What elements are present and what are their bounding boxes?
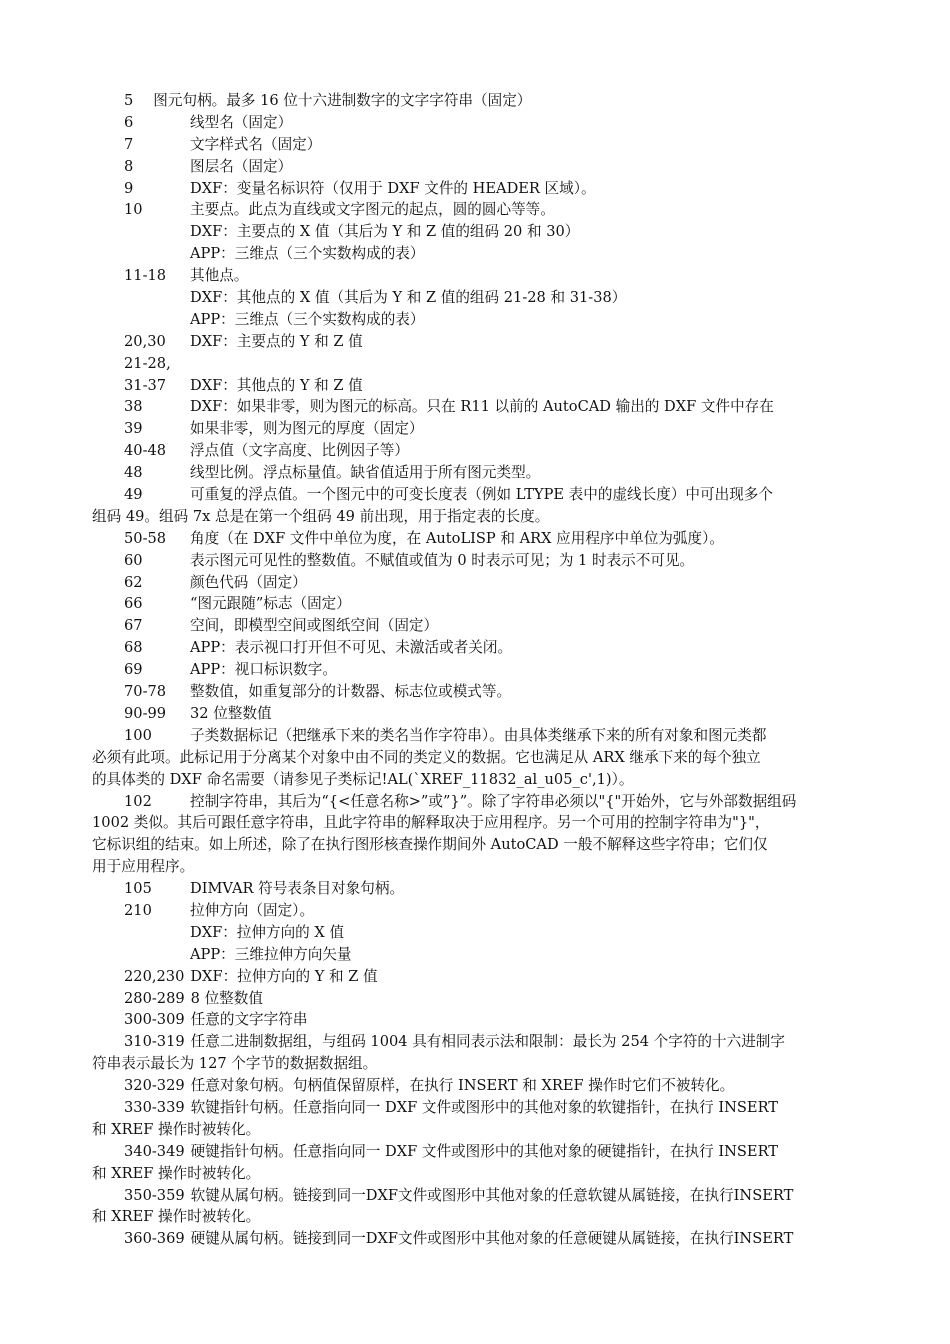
group-code: 50-58 bbox=[124, 529, 167, 547]
entry-line bbox=[92, 199, 862, 221]
entry-wrapped-line: 和 XREF 操作时被转化。 bbox=[92, 1208, 261, 1226]
entry-line bbox=[92, 1097, 862, 1119]
entry-line bbox=[92, 878, 862, 900]
group-code: 6 bbox=[124, 113, 134, 131]
group-code-entry bbox=[92, 791, 862, 879]
group-code-description: 子类数据标记（把继承下来的类名当作字符串）。由具体类继承下来的所有对象和图元类都 bbox=[190, 726, 767, 744]
group-code-description: DXF：主要点的 Y 和 Z 值 bbox=[190, 332, 363, 350]
entry-line bbox=[92, 637, 862, 659]
group-code-entry bbox=[92, 156, 862, 178]
group-code: 40-48 bbox=[124, 442, 167, 460]
group-code-entry bbox=[92, 287, 862, 309]
group-code-description: APP：表示视口打开但不可见、未激活或者关闭。 bbox=[190, 639, 513, 657]
group-code-description: 控制字符串，其后为“{<任意名称>”或”}”。除了字符串必须以"{"开始外，它与外部数据组码 bbox=[190, 792, 797, 810]
entry-line bbox=[92, 1228, 862, 1250]
group-code-description: DXF：如果非零，则为图元的标高。只在 R11 以前的 AutoCAD 输出的 DXF 文件中存在 bbox=[190, 398, 774, 416]
group-code-description: 32 位整数值 bbox=[190, 704, 272, 722]
entry-line bbox=[92, 156, 862, 178]
group-code: 10 bbox=[124, 201, 143, 219]
group-code-entry bbox=[92, 221, 862, 243]
entry-wrapped-line: 组码 49。组码 7x 总是在第一个组码 49 前出现，用于指定表的长度。 bbox=[92, 507, 550, 525]
group-code: 105 bbox=[124, 880, 152, 898]
group-code-entry bbox=[92, 988, 862, 1010]
group-code: 102 bbox=[124, 792, 152, 810]
group-code-entry bbox=[92, 593, 862, 615]
group-code-description: 表示图元可见性的整数值。不赋值或值为 0 时表示可见；为 1 时表示不可见。 bbox=[190, 551, 695, 569]
entry-line bbox=[92, 1009, 862, 1031]
group-code: 66 bbox=[124, 595, 143, 613]
entry-wrapped-line: 和 XREF 操作时被转化。 bbox=[92, 1120, 261, 1138]
group-code-description: 其他点。 bbox=[190, 267, 249, 285]
group-code-description: DXF：拉伸方向的 X 值 bbox=[190, 923, 345, 941]
group-code: 7 bbox=[124, 135, 134, 153]
entry-line bbox=[92, 287, 862, 309]
group-code-entry bbox=[92, 703, 862, 725]
entry-line bbox=[92, 572, 862, 594]
group-code-entry bbox=[92, 331, 862, 353]
group-code-description: 8 位整数值 bbox=[190, 989, 263, 1007]
entry-line bbox=[92, 1031, 862, 1053]
group-code-description: APP：三维点（三个实数构成的表） bbox=[190, 310, 425, 328]
group-code-entry bbox=[92, 199, 862, 221]
entry-wrapped-line: 和 XREF 操作时被转化。 bbox=[92, 1164, 261, 1182]
group-code-entry bbox=[92, 878, 862, 900]
entry-line bbox=[92, 550, 862, 572]
entry-line bbox=[92, 265, 862, 287]
group-code: 69 bbox=[124, 661, 143, 679]
entry-wrapped-line: 它标识组的结束。如上所述，除了在执行图形核查操作期间外 AutoCAD 一般不解释这些字符串；它们仅 bbox=[92, 836, 768, 854]
group-code: 9 bbox=[124, 179, 134, 197]
entry-wrapped-line: 用于应用程序。 bbox=[92, 858, 195, 876]
group-code-description: 硬键指针句柄。任意指向同一 DXF 文件或图形中的其他对象的硬键指针，在执行 INSERT bbox=[190, 1142, 779, 1160]
group-code-entry bbox=[92, 112, 862, 134]
group-code-description: 拉伸方向（固定）。 bbox=[190, 901, 315, 919]
entry-line bbox=[92, 440, 862, 462]
entry-line bbox=[92, 134, 862, 156]
group-code-description: 软键指针句柄。任意指向同一 DXF 文件或图形中的其他对象的软键指针，在执行 INSERT bbox=[190, 1098, 779, 1116]
group-code-description: DXF：拉伸方向的 Y 和 Z 值 bbox=[190, 967, 378, 985]
group-code-entry bbox=[92, 922, 862, 944]
entry-line bbox=[92, 112, 862, 134]
group-code-entry bbox=[92, 637, 862, 659]
group-code-description: APP：三维点（三个实数构成的表） bbox=[190, 245, 425, 263]
entry-line bbox=[92, 593, 862, 615]
group-code: 350-359 bbox=[124, 1186, 185, 1204]
entry-line bbox=[92, 1075, 862, 1097]
group-code-entry bbox=[92, 353, 862, 375]
group-code: 38 bbox=[124, 398, 143, 416]
entry-line bbox=[92, 966, 862, 988]
entry-line bbox=[92, 221, 862, 243]
entry-line bbox=[92, 309, 862, 331]
group-code-description: 浮点值（文字高度、比例因子等） bbox=[190, 442, 409, 460]
document-page bbox=[92, 90, 862, 1250]
group-code-description: 任意二进制数据组，与组码 1004 具有相同表示法和限制：最长为 254 个字符的十六进制字 bbox=[190, 1033, 785, 1051]
group-code: 68 bbox=[124, 639, 143, 657]
entry-line bbox=[92, 484, 862, 506]
entry-line bbox=[92, 243, 862, 265]
group-code-entry bbox=[92, 615, 862, 637]
group-code: 48 bbox=[124, 464, 143, 482]
group-code: 300-309 bbox=[124, 1011, 185, 1029]
group-code: 320-329 bbox=[124, 1077, 185, 1095]
entry-wrapped-line: 1002 类似。其后可跟任意字符串，且此字符串的解释取决于应用程序。另一个可用的控制字符串为"}"， bbox=[92, 814, 770, 832]
group-code: 90-99 bbox=[124, 704, 167, 722]
entry-line bbox=[92, 1185, 862, 1207]
group-code: 8 bbox=[124, 157, 134, 175]
group-code: 11-18 bbox=[124, 267, 167, 285]
entry-line bbox=[92, 353, 862, 375]
entry-line bbox=[92, 178, 862, 200]
group-code: 5 bbox=[124, 92, 134, 109]
entry-line bbox=[92, 396, 862, 418]
group-code-description: DIMVAR 符号表条目对象句柄。 bbox=[190, 880, 405, 898]
entry-line bbox=[92, 922, 862, 944]
group-code: 210 bbox=[124, 901, 152, 919]
group-code: 62 bbox=[124, 573, 143, 591]
group-code-entry bbox=[92, 396, 862, 418]
group-code: 310-319 bbox=[124, 1033, 185, 1051]
group-code-entry bbox=[92, 375, 862, 397]
group-code: 60 bbox=[124, 551, 143, 569]
entry-wrapped-line: 符串表示最长为 127 个字节的数据数据组。 bbox=[92, 1055, 378, 1073]
group-code: 21-28, bbox=[124, 354, 171, 372]
group-code-description: DXF：变量名标识符（仅用于 DXF 文件的 HEADER 区域）。 bbox=[190, 179, 596, 197]
entry-line bbox=[92, 375, 862, 397]
group-code-description: 空间，即模型空间或图纸空间（固定） bbox=[190, 617, 439, 635]
group-code-entry bbox=[92, 1031, 862, 1075]
group-code-description: 颜色代码（固定） bbox=[190, 573, 307, 591]
group-code-description: 图元句柄。最多 16 位十六进制数字的文字字符串（固定） bbox=[153, 92, 532, 109]
group-code-entry bbox=[92, 265, 862, 287]
group-code: 330-339 bbox=[124, 1098, 185, 1116]
group-code-entry bbox=[92, 1141, 862, 1185]
group-code-entry bbox=[92, 944, 862, 966]
group-code-description: 文字样式名（固定） bbox=[190, 135, 322, 153]
entry-line bbox=[92, 681, 862, 703]
entry-line bbox=[92, 703, 862, 725]
group-code-entry bbox=[92, 550, 862, 572]
group-code: 100 bbox=[124, 726, 152, 744]
group-code-entry bbox=[92, 659, 862, 681]
group-code-entry bbox=[92, 418, 862, 440]
group-code-entry bbox=[92, 900, 862, 922]
group-code-description: “图元跟随”标志（固定） bbox=[190, 595, 351, 613]
entry-line bbox=[92, 944, 862, 966]
entry-wrapped-line: 的具体类的 DXF 命名需要（请参见子类标记!AL(`XREF_11832_al_u05_c',1)）。 bbox=[92, 770, 634, 788]
group-code-description: 如果非零，则为图元的厚度（固定） bbox=[190, 420, 424, 438]
group-code-description: 可重复的浮点值。一个图元中的可变长度表（例如 LTYPE 表中的虚线长度）中可出现多个 bbox=[190, 486, 773, 504]
group-code-entry bbox=[92, 243, 862, 265]
group-code-entry bbox=[92, 440, 862, 462]
group-code-entry bbox=[92, 309, 862, 331]
group-code-description: 图层名（固定） bbox=[190, 157, 293, 175]
group-code-entry bbox=[92, 1097, 862, 1141]
entry-line bbox=[92, 988, 862, 1010]
group-code: 49 bbox=[124, 486, 143, 504]
group-code-entry bbox=[92, 572, 862, 594]
entry-line bbox=[92, 90, 862, 112]
group-code-description: 角度（在 DXF 文件中单位为度，在 AutoLISP 和 ARX 应用程序中单位为弧度）。 bbox=[190, 529, 724, 547]
group-code-entry bbox=[92, 725, 862, 791]
group-code-entry bbox=[92, 1009, 862, 1031]
entry-line bbox=[92, 331, 862, 353]
group-code-description: 整数值，如重复部分的计数器、标志位或模式等。 bbox=[190, 683, 512, 701]
group-code: 67 bbox=[124, 617, 143, 635]
group-code: 220,230 bbox=[124, 967, 185, 985]
group-code-description: 软键从属句柄。链接到同一DXF文件或图形中其他对象的任意软键从属链接，在执行INSERT bbox=[190, 1186, 794, 1204]
group-code-description: 硬键从属句柄。链接到同一DXF文件或图形中其他对象的任意硬键从属链接，在执行INSERT bbox=[190, 1230, 794, 1248]
group-code: 340-349 bbox=[124, 1142, 185, 1160]
group-code: 280-289 bbox=[124, 989, 185, 1007]
entry-wrapped-line: 必须有此项。此标记用于分离某个对象中由不同的类定义的数据。它也满足从 ARX 继承下来的每个独立 bbox=[92, 748, 761, 766]
group-code-description: DXF：其他点的 X 值（其后为 Y 和 Z 值的组码 21-28 和 31-38） bbox=[190, 289, 627, 307]
group-code-entry bbox=[92, 1075, 862, 1097]
group-code-description: DXF：主要点的 X 值（其后为 Y 和 Z 值的组码 20 和 30） bbox=[190, 223, 580, 241]
group-code-description: APP：视口标识数字。 bbox=[190, 661, 337, 679]
entry-line bbox=[92, 615, 862, 637]
group-code-description: APP：三维拉伸方向矢量 bbox=[190, 945, 352, 963]
entry-line bbox=[92, 659, 862, 681]
group-code-entry bbox=[92, 134, 862, 156]
group-code-description: 任意的文字字符串 bbox=[190, 1011, 308, 1029]
entry-line bbox=[92, 725, 862, 747]
group-code-entry bbox=[92, 1228, 862, 1250]
entry-line bbox=[92, 462, 862, 484]
group-code-description: 任意对象句柄。句柄值保留原样，在执行 INSERT 和 XREF 操作时它们不被转化。 bbox=[190, 1077, 735, 1095]
group-code: 31-37 bbox=[124, 376, 167, 394]
group-code-entry bbox=[92, 484, 862, 528]
group-code-description: 主要点。此点为直线或文字图元的起点，圆的圆心等等。 bbox=[190, 201, 555, 219]
group-code-description: 线型名（固定） bbox=[190, 113, 293, 131]
group-code: 360-369 bbox=[124, 1230, 185, 1248]
entry-line bbox=[92, 418, 862, 440]
group-code-entry bbox=[92, 681, 862, 703]
group-code-entry bbox=[92, 90, 862, 112]
group-code-entry bbox=[92, 528, 862, 550]
group-code-description: DXF：其他点的 Y 和 Z 值 bbox=[190, 376, 363, 394]
group-code: 20,30 bbox=[124, 332, 166, 350]
group-code-entry bbox=[92, 462, 862, 484]
group-code-entry bbox=[92, 1185, 862, 1229]
entry-line bbox=[92, 900, 862, 922]
entry-line bbox=[92, 791, 862, 813]
group-code-entry bbox=[92, 178, 862, 200]
group-code: 39 bbox=[124, 420, 143, 438]
group-code-entry bbox=[92, 966, 862, 988]
entry-line bbox=[92, 528, 862, 550]
group-code-description: 线型比例。浮点标量值。缺省值适用于所有图元类型。 bbox=[190, 464, 541, 482]
group-code: 70-78 bbox=[124, 683, 167, 701]
entry-line bbox=[92, 1141, 862, 1163]
